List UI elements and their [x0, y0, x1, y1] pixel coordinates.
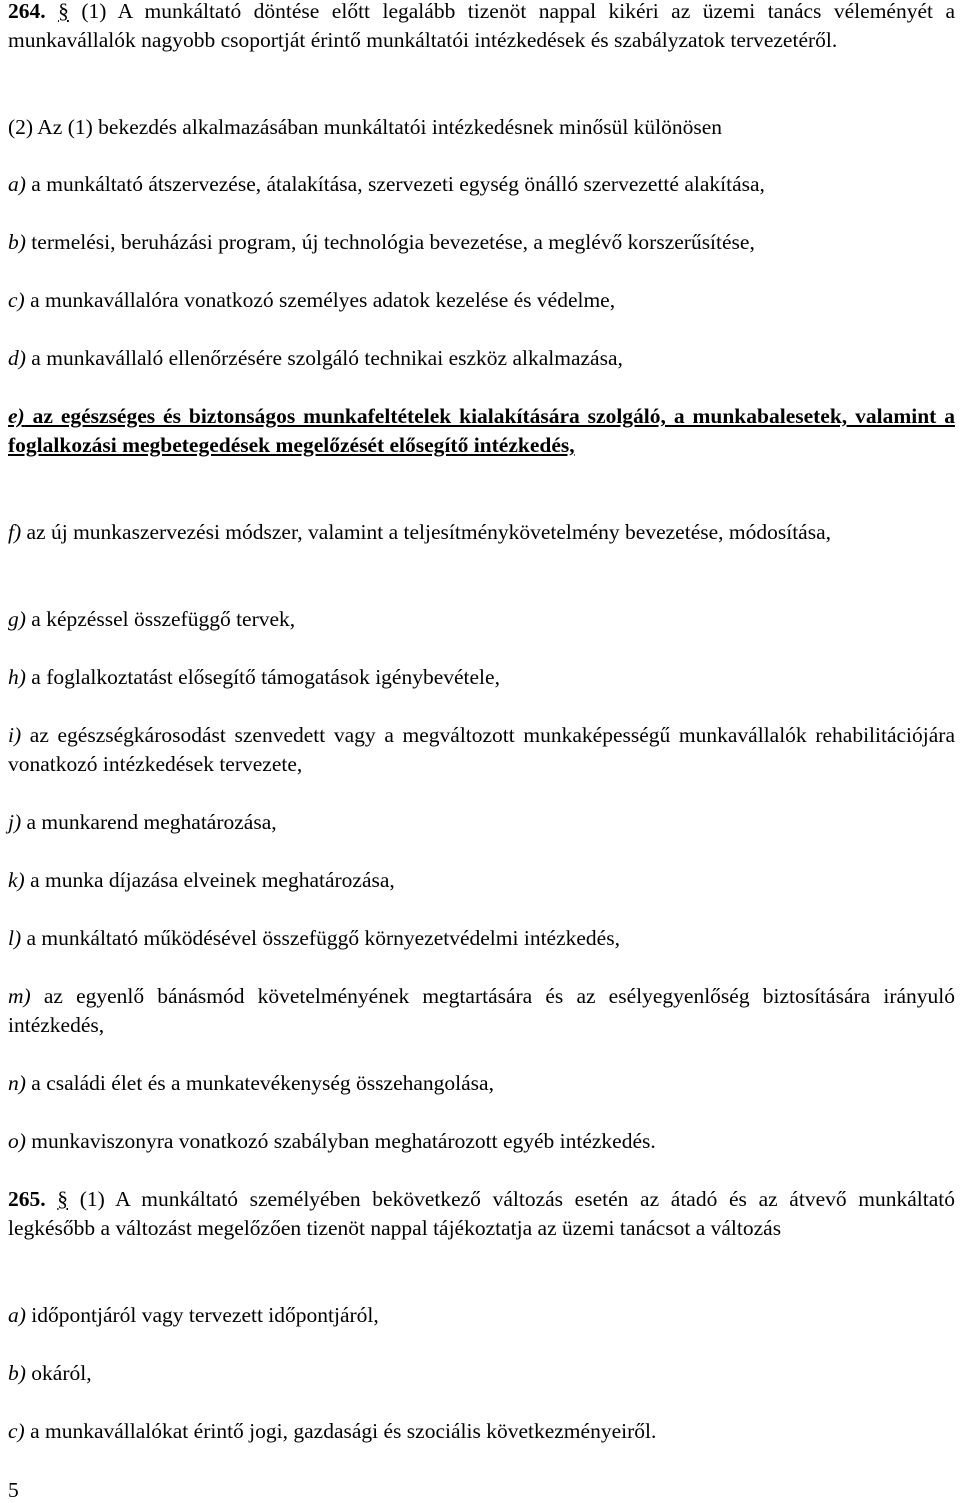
- list-item-o: [8, 1127, 955, 1156]
- list-item-f: [8, 518, 955, 547]
- item-text: az új munkaszervezési módszer, valamint a teljesítménykövetelmény bevezetése, módosítása,: [21, 520, 832, 544]
- item-text: a munkáltató működésével összefüggő környezetvédelmi intézkedés,: [21, 926, 620, 950]
- list-item-m: [8, 982, 955, 1040]
- list-item-j: [8, 808, 955, 837]
- list-item-c: [8, 286, 955, 315]
- item-label: d): [8, 346, 26, 370]
- section-265-paragraph-1: [8, 1185, 955, 1243]
- list-item-l: [8, 924, 955, 953]
- list-item-g: [8, 605, 955, 634]
- list-item-n: [8, 1069, 955, 1098]
- list-item-b: [8, 228, 955, 257]
- list-item-e: [8, 402, 955, 460]
- item-text: az egészséges és biztonságos munkafeltételek kialakítására szolgáló, a munkabalesetek, valamint a foglalkozási megbetegedések megelőzését elősegítő intézkedés,: [8, 404, 955, 457]
- item-label: i): [8, 723, 22, 747]
- list-item-265-a: [8, 1301, 955, 1330]
- item-text: időpontjáról vagy tervezett időpontjáról,: [25, 1303, 379, 1327]
- item-text: munkaviszonyra vonatkozó szabályban meghatározott egyéb intézkedés.: [25, 1129, 656, 1153]
- item-text: a munkáltató átszervezése, átalakítása, szervezeti egység önálló szervezetté alakítása,: [25, 172, 765, 196]
- item-text: a képzéssel összefüggő tervek,: [25, 607, 296, 631]
- item-text: okáról,: [25, 1361, 92, 1385]
- item-label: c): [8, 1419, 25, 1443]
- section-sign-264: §: [58, 0, 69, 23]
- item-text: a foglalkoztatást elősegítő támogatások igénybevétele,: [25, 665, 500, 689]
- section-265-p1-text: (1) A munkáltató személyében bekövetkező változás esetén az átadó és az átvevő munkáltató legkésőbb a változást megelőzően tizenöt nappal tájékoztatja az üzemi tanácsot a változás: [8, 1187, 955, 1240]
- item-text: termelési, beruházási program, új technológia bevezetése, a meglévő korszerűsítése,: [25, 230, 755, 254]
- item-label: n): [8, 1071, 26, 1095]
- item-text: az egészségkárosodást szenvedett vagy a megváltozott munkaképességű munkavállalók rehabilitációjára vonatkozó intézkedések tervezete,: [8, 723, 955, 776]
- page-number: 5: [8, 1478, 19, 1502]
- item-label: l): [8, 926, 22, 950]
- section-264-paragraph-2: (2) Az (1) bekezdés alkalmazásában munkáltatói intézkedésnek minősül különösen: [8, 115, 723, 139]
- item-label: b): [8, 230, 26, 254]
- item-label: c): [8, 288, 25, 312]
- item-label: a): [8, 1303, 26, 1327]
- list-item-i: [8, 721, 955, 779]
- item-text: a munkarend meghatározása,: [21, 810, 277, 834]
- item-label: b): [8, 1361, 26, 1385]
- item-text: a munkavállalókat érintő jogi, gazdasági és szociális következményeiről.: [24, 1419, 657, 1443]
- section-265-number: 265.: [8, 1187, 46, 1211]
- section-264-paragraph-1: [8, 0, 955, 55]
- list-item-k: [8, 866, 955, 895]
- item-text: a családi élet és a munkatevékenység összehangolása,: [25, 1071, 494, 1095]
- list-item-a: [8, 170, 955, 199]
- section-sign-265: §: [57, 1187, 69, 1211]
- item-text: a munkavállaló ellenőrzésére szolgáló technikai eszköz alkalmazása,: [25, 346, 623, 370]
- item-label: f): [8, 520, 22, 544]
- item-label: o): [8, 1129, 26, 1153]
- section-264-p1-text: (1) A munkáltató döntése előtt legalább tizenöt nappal kikéri az üzemi tanács véleményét a munkavállalók nagyobb csoportját érintő munkáltatói intézkedések és szabályzatok tervezetéről.: [8, 0, 955, 52]
- item-text: a munka díjazása elveinek meghatározása,: [24, 868, 395, 892]
- item-text: a munkavállalóra vonatkozó személyes adatok kezelése és védelme,: [24, 288, 616, 312]
- item-label: e): [8, 404, 25, 428]
- item-label: g): [8, 607, 26, 631]
- list-item-d: [8, 344, 955, 373]
- list-item-265-c: [8, 1417, 955, 1446]
- item-label: h): [8, 665, 26, 689]
- item-label: k): [8, 868, 25, 892]
- item-label: a): [8, 172, 26, 196]
- item-label: m): [8, 984, 31, 1008]
- item-text: az egyenlő bánásmód követelményének megtartására és az esélyegyenlőség biztosítására irányuló intézkedés,: [8, 984, 955, 1037]
- section-264-number: 264.: [8, 0, 46, 23]
- list-item-h: [8, 663, 955, 692]
- item-label: j): [8, 810, 22, 834]
- list-item-265-b: [8, 1359, 955, 1388]
